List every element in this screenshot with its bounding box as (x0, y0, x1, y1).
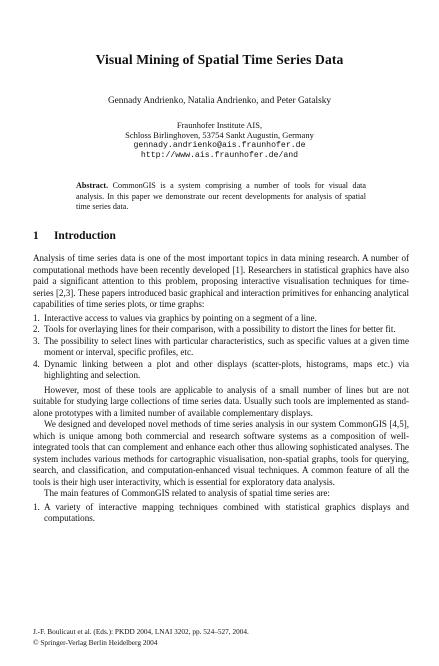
list-item-text: A variety of interactive mapping techniques combined with statistical graphics displays and computations. (44, 501, 409, 523)
paper-authors: Gennady Andrienko, Natalia Andrienko, and Peter Gatalsky (107, 96, 332, 106)
list-item-text: Interactive access to values via graphics by pointing on a segment of a line. (44, 312, 317, 323)
affiliation-address: Schloss Birlinghoven, 53754 Sankt Augustin, Germany (125, 130, 314, 141)
paper-title: Visual Mining of Spatial Time Series Data (95, 52, 344, 67)
list-item-number: 2. (33, 324, 40, 334)
section-body (33, 253, 409, 528)
list-item (33, 336, 409, 359)
paragraph-2: However, most of these tools are applicable to analysis of a small number of lines but are not suitable for studying large collections of time series data. Usually such tools are implemented as stand-alone prototypes with a limited number of available complementary displays. (33, 384, 409, 418)
footer-copyright: © Springer-Verlag Berlin Heidelberg 2004 (33, 637, 158, 647)
list-item-text: Tools for overlaying lines for their comparison, with a possibility to distort the lines for better fit. (44, 324, 396, 334)
affiliation-institute: Fraunhofer Institute AIS, (176, 120, 263, 130)
list-item-number: 1. (33, 501, 40, 512)
list-item-text: The possibility to select lines with particular characteristics, such as specific values at a given time moment or interval, specific profiles, etc. (44, 335, 409, 357)
feature-list-1 (33, 313, 409, 382)
affiliation-email[interactable]: gennady.andrienko@ais.fraunhofer.de (133, 140, 306, 150)
abstract (76, 181, 366, 213)
affiliation-url[interactable]: http://www.ais.fraunhofer.de/and (140, 151, 299, 161)
list-item (33, 359, 409, 382)
paragraph-1: Analysis of time series data is one of the most important topics in data mining research. A number of computational methods have been recently developed [1]. Researchers in statistical graphics have also paid a significant attention to this problem, proposing interactive visualisation techniques for time-series [2,3]. These papers introduced basic graphical and interaction primitives for enhancing analytical capabilities of time series plots, or time graphs: (33, 253, 409, 309)
page-footer (33, 627, 249, 648)
affiliation-block (0, 120, 439, 162)
paragraph-4: The main features of CommonGIS related to analysis of spatial time series are: (44, 488, 330, 498)
list-item (33, 313, 409, 325)
list-item-number: 3. (33, 335, 40, 346)
section-title: Introduction (54, 230, 116, 242)
feature-list-2 (33, 502, 409, 525)
paragraph-3: We designed and developed novel methods of time series analysis in our system CommonGIS [4,5], which is unique among both commercial and research software systems as a composition of well-integrated tools that can complement and enhance each other thus allowing sophisticated analyses. The system includes various methods for cartographic visualisation, non-spatial graphs, tools for querying, search, and classification, and computation-enhanced visual techniques. A common feature of all the tools is their high user interactivity, which is essential for exploratory data analysis. (33, 419, 409, 487)
section-number: 1 (33, 230, 39, 242)
list-item (33, 502, 409, 525)
list-item (33, 324, 409, 336)
abstract-label: Abstract. (76, 181, 109, 190)
section-heading (33, 230, 116, 242)
list-item-text: Dynamic linking between a plot and other displays (scatter-plots, histograms, maps etc.) via highlighting and selection. (44, 358, 409, 380)
list-item-number: 4. (33, 358, 40, 369)
list-item-number: 1. (33, 312, 40, 323)
abstract-text: CommonGIS is a system comprising a number of tools for visual data analysis. In this paper we demonstrate our recent developments for analysis of spatial time series data. (76, 181, 366, 211)
footer-citation: J.-F. Boulicaut et al. (Eds.): PKDD 2004, LNAI 3202, pp. 524–527, 2004. (33, 627, 249, 636)
